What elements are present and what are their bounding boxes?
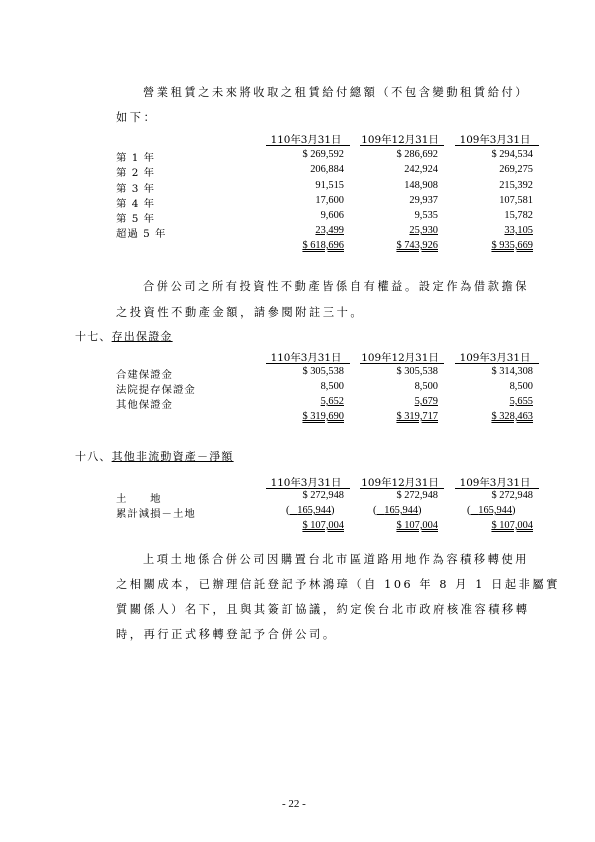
table-cell-negative: ( 165,944) [373, 505, 422, 516]
table-cell: 8,500 [414, 381, 438, 392]
section-title: 其他非流動資產－淨額 [111, 450, 234, 463]
table-cell: $ 305,538 [302, 366, 344, 377]
header-rule [360, 363, 444, 364]
row-label: 超過 5 年 [116, 228, 167, 240]
paragraph-line: 之投資性不動產金額，請參閱附註三十。 [116, 306, 365, 319]
total-cell: $ 319,717 [396, 411, 438, 422]
paragraph-line: 之相關成本，已辦理信託登記予林鴻璋（自 106 年 8 月 1 日起非屬實 [116, 578, 561, 591]
row-label: 第 4 年 [116, 198, 155, 210]
table-cell: 29,937 [409, 195, 438, 206]
header-rule [455, 488, 539, 489]
column-header: 110年3月31日 [270, 352, 342, 364]
row-label: 土 地 [116, 493, 162, 505]
paragraph-line: 合併公司之所有投資性不動產皆係自有權益。設定作為借款擔保 [143, 280, 530, 293]
table-cell-negative: ( 165,944) [467, 505, 516, 516]
table-cell: $ 294,534 [491, 149, 533, 160]
table-cell: 242,924 [404, 164, 438, 175]
total-cell: $ 107,004 [491, 520, 533, 531]
column-header: 109年12月31日 [361, 352, 439, 364]
section-number: 十八、 [75, 450, 112, 463]
paragraph-line: 上項土地係合併公司因購置台北市區道路用地作為容積移轉使用 [143, 553, 530, 566]
page-number: - 22 - [282, 798, 306, 810]
table-cell: 269,275 [499, 164, 533, 175]
table-cell: $ 269,592 [302, 149, 344, 160]
table-cell: 15,782 [504, 210, 533, 221]
table-cell: 8,500 [509, 381, 533, 392]
column-header: 110年3月31日 [270, 134, 342, 146]
header-rule [266, 363, 350, 364]
column-header: 109年12月31日 [361, 477, 439, 489]
section-heading [75, 448, 234, 464]
table-cell: 17,600 [315, 195, 344, 206]
header-rule [266, 145, 350, 146]
row-label: 第 3 年 [116, 183, 155, 195]
column-header: 109年3月31日 [459, 477, 531, 489]
column-header: 109年12月31日 [361, 134, 439, 146]
header-rule [455, 363, 539, 364]
table-cell: 9,535 [414, 210, 438, 221]
section-title: 存出保證金 [111, 330, 173, 343]
table-cell: 5,652 [320, 396, 344, 407]
row-label: 第 5 年 [116, 213, 155, 225]
table-cell: 148,908 [404, 180, 438, 191]
row-label: 法院提存保證金 [116, 384, 196, 396]
row-label: 其他保證金 [116, 399, 173, 411]
table-cell: 33,105 [504, 225, 533, 236]
table-cell: $ 272,948 [396, 490, 438, 501]
table-cell: 25,930 [409, 225, 438, 236]
total-cell: $ 319,690 [302, 411, 344, 422]
paragraph-line: 營業租賃之未來將收取之租賃給付總額（不包含變動租賃給付） [143, 86, 530, 99]
paragraph-line: 質關係人）名下，且與其簽訂協議，約定俟台北市政府核准容積移轉 [116, 603, 530, 616]
row-label: 第 1 年 [116, 152, 155, 164]
row-label: 第 2 年 [116, 167, 155, 179]
table-cell: $ 305,538 [396, 366, 438, 377]
section-number: 十七、 [75, 330, 112, 343]
column-header: 109年3月31日 [459, 134, 531, 146]
table-cell-negative: ( 165,944) [286, 505, 335, 516]
table-cell: 5,679 [414, 396, 438, 407]
table-cell: 5,655 [509, 396, 533, 407]
total-cell: $ 935,669 [491, 240, 533, 251]
table-cell: $ 272,948 [302, 490, 344, 501]
column-header: 109年3月31日 [459, 352, 531, 364]
paragraph-line: 時，再行正式移轉登記予合併公司。 [116, 628, 337, 641]
total-cell: $ 107,004 [302, 520, 344, 531]
total-cell: $ 107,004 [396, 520, 438, 531]
row-label: 合建保證金 [116, 369, 173, 381]
table-cell: 206,884 [310, 164, 344, 175]
total-cell: $ 618,696 [302, 240, 344, 251]
table-cell: 91,515 [315, 180, 344, 191]
header-rule [360, 488, 444, 489]
column-header: 110年3月31日 [270, 477, 342, 489]
header-rule [455, 145, 539, 146]
paragraph-line: 如下： [116, 111, 158, 124]
row-label: 累計減損－土地 [116, 508, 196, 520]
total-cell: $ 328,463 [491, 411, 533, 422]
total-cell: $ 743,926 [396, 240, 438, 251]
table-cell: 23,499 [315, 225, 344, 236]
table-cell: 9,606 [320, 210, 344, 221]
table-cell: $ 272,948 [491, 490, 533, 501]
header-rule [266, 488, 350, 489]
table-cell: $ 286,692 [396, 149, 438, 160]
table-cell: 107,581 [499, 195, 533, 206]
table-cell: $ 314,308 [491, 366, 533, 377]
table-cell: 8,500 [320, 381, 344, 392]
table-cell: 215,392 [499, 180, 533, 191]
section-heading [75, 328, 173, 344]
header-rule [360, 145, 444, 146]
